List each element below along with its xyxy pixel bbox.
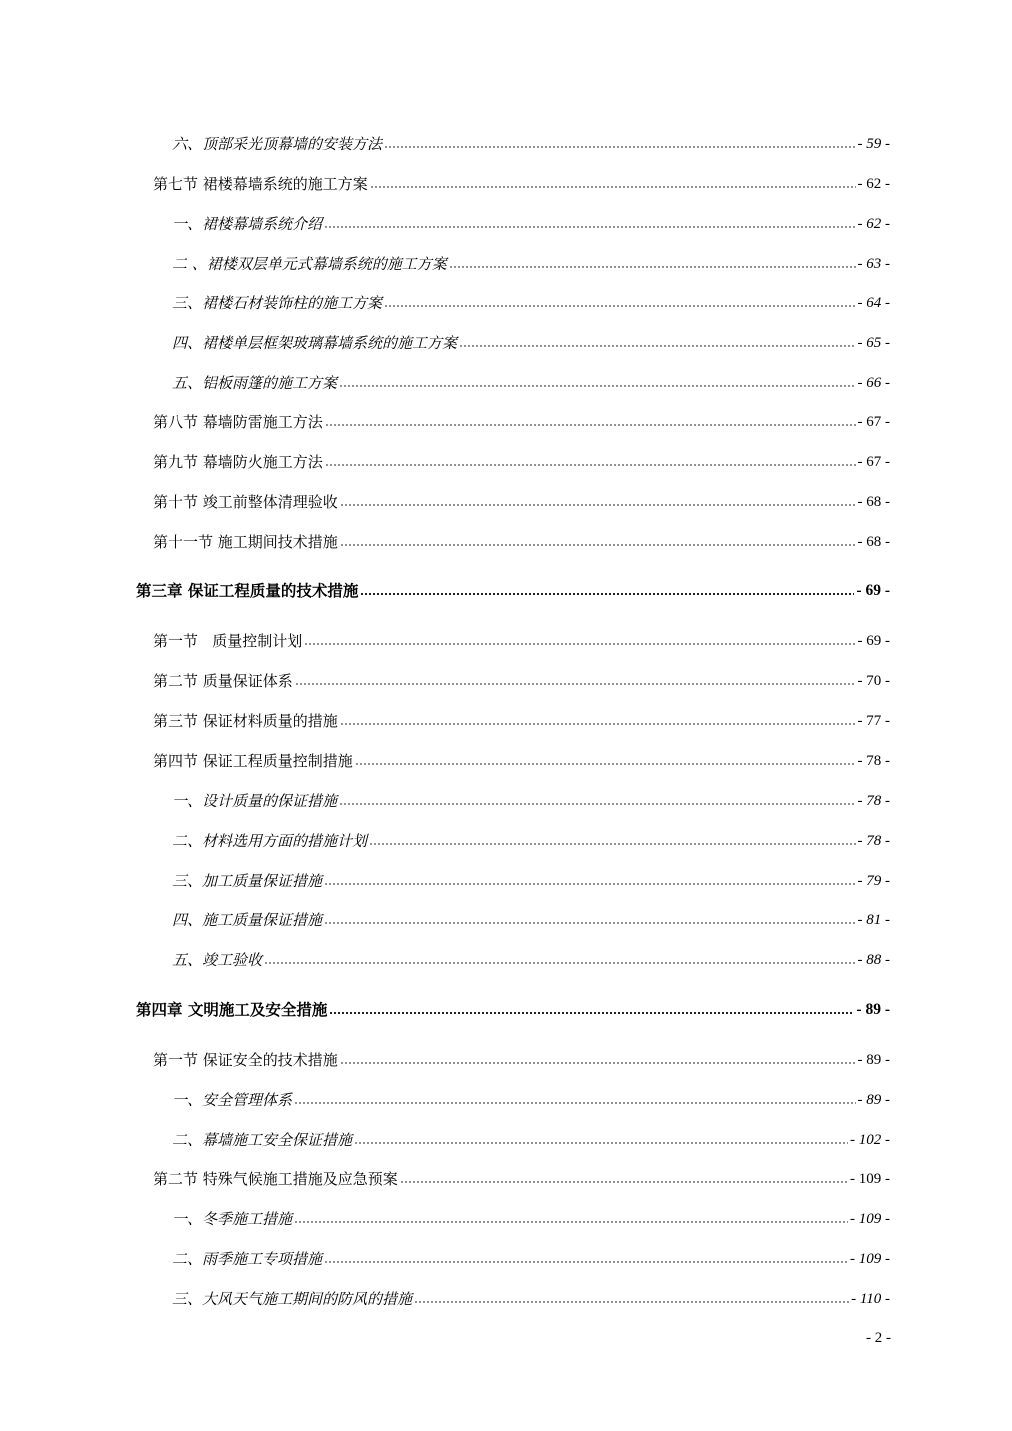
toc-entry-page: - 66 - — [857, 375, 890, 391]
toc-entry-page: - 62 - — [857, 176, 890, 192]
toc-entry-page: - 78 - — [857, 793, 890, 809]
toc-entry[interactable] — [153, 169, 890, 193]
toc-leader-dots — [340, 722, 856, 726]
toc-entry[interactable] — [153, 1164, 890, 1188]
toc-entry-title: 一、安全管理体系 — [172, 1091, 293, 1109]
toc-entry[interactable] — [172, 328, 890, 352]
toc-entry-page: - 110 - — [851, 1291, 890, 1307]
toc-entry[interactable] — [153, 527, 890, 551]
toc-leader-dots — [324, 225, 855, 229]
toc-leader-dots — [304, 642, 855, 646]
toc-entry[interactable] — [172, 288, 890, 312]
toc-entry-title: 第二节 质量保证体系 — [153, 672, 293, 690]
toc-entry-title: 四、施工质量保证措施 — [172, 911, 323, 929]
toc-entry[interactable] — [153, 706, 890, 730]
toc-leader-dots — [340, 1061, 856, 1065]
toc-entry-title: 第一节 质量控制计划 — [153, 632, 303, 650]
toc-leader-dots — [339, 802, 855, 806]
toc-leader-dots — [354, 1141, 848, 1145]
toc-entry[interactable] — [172, 1125, 890, 1149]
toc-entry-page: - 65 - — [857, 335, 890, 351]
toc-entry-page: - 64 - — [857, 295, 890, 311]
toc-entry-page: - 89 - — [857, 1092, 890, 1108]
toc-entry[interactable] — [172, 368, 890, 392]
toc-leader-dots — [329, 1011, 854, 1015]
toc-entry-title: 一、裙楼幕墙系统介绍 — [172, 215, 323, 233]
toc-leader-dots — [324, 1260, 848, 1264]
toc-entry-page: - 81 - — [857, 912, 890, 928]
toc-leader-dots — [340, 503, 856, 507]
toc-entry[interactable] — [172, 826, 890, 850]
toc-entry[interactable] — [172, 129, 890, 153]
toc-entry[interactable] — [172, 786, 890, 810]
toc-entry-page: - 109 - — [850, 1171, 890, 1187]
toc-entry-title: 三、裙楼石材装饰柱的施工方案 — [172, 294, 383, 312]
toc-leader-dots — [325, 423, 856, 427]
toc-entry[interactable] — [153, 1045, 890, 1069]
toc-entry[interactable] — [153, 487, 890, 511]
toc-entry-title: 二、幕墙施工安全保证措施 — [172, 1131, 353, 1149]
toc-leader-dots — [384, 304, 855, 308]
toc-entry-page: - 109 - — [850, 1251, 890, 1267]
toc-entry-page: - 69 - — [857, 633, 890, 649]
toc-entry[interactable] — [172, 1085, 890, 1109]
toc-entry-page: - 89 - — [856, 1001, 890, 1018]
toc-entry-page: - 59 - — [857, 136, 890, 152]
toc-entry[interactable] — [172, 905, 890, 929]
toc-leader-dots — [370, 185, 856, 189]
toc-entry-page: - 79 - — [857, 873, 890, 889]
toc-entry-title: 第十节 竣工前整体清理验收 — [153, 493, 338, 511]
toc-entry-title: 第八节 幕墙防雷施工方法 — [153, 413, 323, 431]
toc-chapter-entry[interactable] — [136, 995, 890, 1019]
toc-entry-title: 第三节 保证材料质量的措施 — [153, 712, 338, 730]
toc-entry[interactable] — [153, 666, 890, 690]
toc-entry-title: 一、冬季施工措施 — [172, 1210, 293, 1228]
toc-leader-dots — [324, 882, 855, 886]
toc-entry[interactable] — [153, 447, 890, 471]
toc-leader-dots — [324, 921, 855, 925]
toc-entry-page: - 70 - — [857, 673, 890, 689]
toc-leader-dots — [325, 463, 856, 467]
toc-entry[interactable] — [172, 1284, 890, 1308]
toc-entry-title: 第四节 保证工程质量控制措施 — [153, 752, 353, 770]
toc-entry[interactable] — [172, 209, 890, 233]
toc-leader-dots — [414, 1300, 849, 1304]
toc-entry-title: 第一节 保证安全的技术措施 — [153, 1051, 338, 1069]
toc-entry-title: 五、铝板雨篷的施工方案 — [172, 374, 338, 392]
toc-leader-dots — [369, 842, 855, 846]
toc-entry-title: 第九节 幕墙防火施工方法 — [153, 453, 323, 471]
toc-entry-title: 二、雨季施工专项措施 — [172, 1250, 323, 1268]
toc-leader-dots — [295, 682, 856, 686]
toc-entry-page: - 69 - — [856, 582, 890, 599]
toc-entry-title: 第十一节 施工期间技术措施 — [153, 533, 338, 551]
page-number: - 2 - — [866, 1330, 891, 1346]
toc-entry-title: 五、竣工验收 — [172, 951, 263, 969]
toc-entry[interactable] — [172, 866, 890, 890]
toc-entry-page: - 109 - — [850, 1211, 890, 1227]
toc-leader-dots — [449, 265, 856, 269]
toc-entry-title: 三、大风天气施工期间的防风的措施 — [172, 1290, 413, 1308]
toc-entry[interactable] — [153, 746, 890, 770]
toc-entry-page: - 89 - — [857, 1052, 890, 1068]
toc-chapter-entry[interactable] — [136, 576, 890, 600]
toc-leader-dots — [339, 384, 855, 388]
toc-entry-page: - 67 - — [857, 414, 890, 430]
toc-entry-page: - 62 - — [857, 216, 890, 232]
toc-entry-page: - 102 - — [850, 1132, 890, 1148]
toc-entry[interactable] — [172, 1244, 890, 1268]
toc-leader-dots — [355, 762, 856, 766]
toc-entry-page: - 78 - — [857, 753, 890, 769]
toc-leader-dots — [294, 1101, 855, 1105]
toc-leader-dots — [384, 145, 855, 149]
toc-leader-dots — [340, 543, 856, 547]
toc-entry-page: - 78 - — [857, 833, 890, 849]
toc-entry-page: - 68 - — [857, 534, 890, 550]
toc-entry-title: 四、裙楼单层框架玻璃幕墙系统的施工方案 — [172, 334, 458, 352]
toc-entry-title: 一、设计质量的保证措施 — [172, 792, 338, 810]
toc-entry-page: - 68 - — [857, 494, 890, 510]
toc-entry[interactable] — [172, 945, 890, 969]
toc-entry-page: - 63 - — [857, 256, 890, 272]
toc-leader-dots — [264, 961, 855, 965]
toc-entry[interactable] — [172, 249, 890, 273]
toc-leader-dots — [459, 344, 855, 348]
toc-entry-title: 二 、裙楼双层单元式幕墙系统的施工方案 — [172, 255, 447, 273]
toc-entry-title: 第七节 裙楼幕墙系统的施工方案 — [153, 175, 368, 193]
toc-entry[interactable] — [172, 1204, 890, 1228]
toc-entry-page: - 88 - — [857, 952, 890, 968]
toc-entry-title: 第二节 特殊气候施工措施及应急预案 — [153, 1170, 398, 1188]
toc-entry-page: - 67 - — [857, 454, 890, 470]
toc-entry-page: - 77 - — [857, 713, 890, 729]
toc-entry[interactable] — [153, 407, 890, 431]
toc-entry-title: 六、顶部采光顶幕墙的安装方法 — [172, 135, 383, 153]
toc-entry-title: 三、加工质量保证措施 — [172, 872, 323, 890]
toc-entry[interactable] — [153, 626, 890, 650]
toc-leader-dots — [360, 592, 854, 596]
toc-leader-dots — [400, 1180, 848, 1184]
toc-leader-dots — [294, 1220, 848, 1224]
toc-entry-title: 第三章 保证工程质量的技术措施 — [136, 581, 359, 600]
toc-entry-title: 第四章 文明施工及安全措施 — [136, 1000, 328, 1019]
toc-entry-title: 二、材料选用方面的措施计划 — [172, 832, 368, 850]
